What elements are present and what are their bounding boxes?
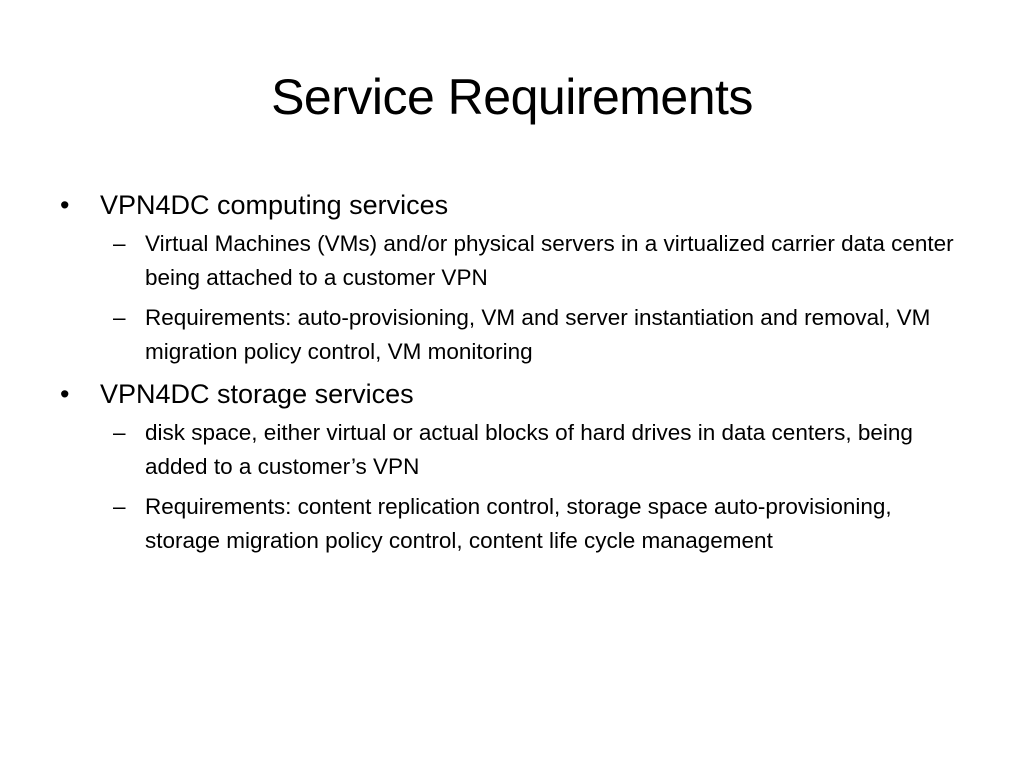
sub-bullet-list bbox=[100, 416, 960, 558]
slide-title: Service Requirements bbox=[271, 69, 753, 125]
sub-bullet-text: Requirements: auto-provisioning, VM and server instantiation and removal, VM migration policy control, VM monitoring bbox=[145, 305, 931, 364]
bullet-text: VPN4DC computing services bbox=[100, 190, 449, 220]
bullet-item-storage-services bbox=[60, 375, 960, 558]
sub-bullet-text: disk space, either virtual or actual blocks of hard drives in data centers, being added to a customer’s VPN bbox=[145, 420, 913, 479]
bullet-text: VPN4DC storage services bbox=[100, 379, 414, 409]
sub-bullet-item bbox=[100, 416, 960, 484]
dash-marker: – bbox=[113, 494, 126, 519]
bullet-marker: • bbox=[60, 190, 70, 220]
bullet-marker: • bbox=[60, 379, 70, 409]
dash-marker: – bbox=[113, 420, 126, 445]
sub-bullet-text: Requirements: content replication control, storage space auto-provisioning, storage migration policy control, content life cycle management bbox=[145, 494, 892, 553]
sub-bullet-list bbox=[100, 227, 960, 369]
dash-marker: – bbox=[113, 231, 126, 256]
bullet-item-computing-services bbox=[60, 186, 960, 369]
sub-bullet-item bbox=[100, 227, 960, 295]
dash-marker: – bbox=[113, 305, 126, 330]
sub-bullet-item bbox=[100, 301, 960, 369]
sub-bullet-text: Virtual Machines (VMs) and/or physical servers in a virtualized carrier data center being attached to a customer VPN bbox=[145, 231, 954, 290]
bullet-list bbox=[60, 186, 960, 564]
sub-bullet-item bbox=[100, 490, 960, 558]
